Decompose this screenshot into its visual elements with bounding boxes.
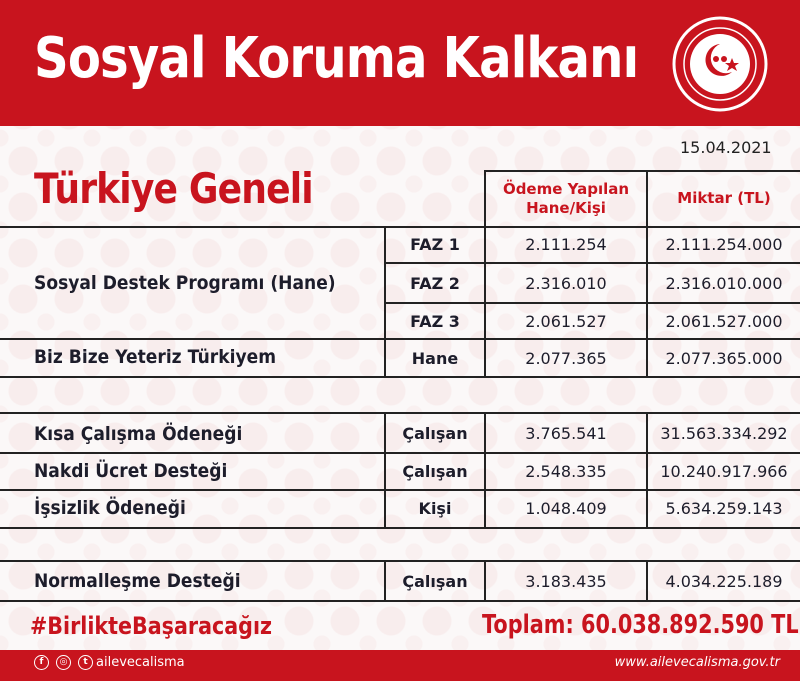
row-label-sosyal-destek: Sosyal Destek Programı (Hane) xyxy=(34,272,336,294)
table-cell-amount: 2.077.365.000 xyxy=(665,349,783,368)
table-cell-sub: Kişi xyxy=(418,499,452,518)
row-label-normallesme: Normalleşme Desteği xyxy=(34,570,241,592)
table-cell-amount: 2.061.527.000 xyxy=(665,312,783,331)
region-title: Türkiye Geneli xyxy=(34,164,313,213)
table-cell-sub: Çalışan xyxy=(402,462,468,481)
website-link[interactable]: www.ailevecalisma.gov.tr xyxy=(614,655,780,670)
table-cell-count: 3.765.541 xyxy=(525,424,607,443)
table-cell-count: 2.111.254 xyxy=(525,235,607,254)
table-cell-count: 2.548.335 xyxy=(525,462,607,481)
table-divider xyxy=(0,560,800,562)
ministry-seal-icon xyxy=(670,14,770,114)
column-header-count-line2: Hane/Kişi xyxy=(526,199,606,217)
table-cell-count: 2.316.010 xyxy=(525,274,607,293)
table-divider xyxy=(384,302,800,304)
table-divider xyxy=(0,527,800,529)
table-cell-amount: 10.240.917.966 xyxy=(660,462,788,481)
row-label-issizlik: İşsizlik Ödeneği xyxy=(34,497,186,519)
column-header-count-line1: Ödeme Yapılan xyxy=(502,180,630,198)
table-cell-sub: FAZ 1 xyxy=(410,235,460,254)
column-header-count xyxy=(486,180,646,218)
table-cell-sub: Çalışan xyxy=(402,424,468,443)
table-cell-amount: 5.634.259.143 xyxy=(665,499,783,518)
hashtag: #BirlikteBaşaracağız xyxy=(30,612,273,640)
total-amount: Toplam: 60.038.892.590 TL xyxy=(482,610,799,640)
row-label-kisa-calisma: Kısa Çalışma Ödeneği xyxy=(34,423,243,445)
facebook-icon[interactable]: f xyxy=(34,655,49,670)
table-divider xyxy=(0,338,800,340)
social-handle[interactable]: ailevecalisma xyxy=(96,655,185,670)
table-cell-count: 2.061.527 xyxy=(525,312,607,331)
table-divider xyxy=(0,452,800,454)
table-divider xyxy=(0,489,800,491)
table-cell-amount: 2.316.010.000 xyxy=(665,274,783,293)
twitter-icon[interactable]: t xyxy=(78,655,93,670)
table-cell-count: 2.077.365 xyxy=(525,349,607,368)
table-divider xyxy=(485,170,800,172)
table-cell-sub: Çalışan xyxy=(402,572,468,591)
table-divider xyxy=(0,376,800,378)
page-title: Sosyal Koruma Kalkanı xyxy=(34,26,639,91)
table-divider xyxy=(0,600,800,602)
table-cell-amount: 2.111.254.000 xyxy=(665,235,783,254)
table-divider xyxy=(0,412,800,414)
table-cell-count: 3.183.435 xyxy=(525,572,607,591)
table-cell-sub: FAZ 3 xyxy=(410,312,460,331)
instagram-icon[interactable]: ◎ xyxy=(56,655,71,670)
table-cell-amount: 31.563.334.292 xyxy=(660,424,788,443)
report-date: 15.04.2021 xyxy=(680,138,772,157)
row-label-biz-bize: Biz Bize Yeteriz Türkiyem xyxy=(34,346,277,368)
table-cell-sub: FAZ 2 xyxy=(410,274,460,293)
column-header-amount: Miktar (TL) xyxy=(677,189,771,207)
table-cell-count: 1.048.409 xyxy=(525,499,607,518)
table-cell-amount: 4.034.225.189 xyxy=(665,572,783,591)
row-label-nakdi-ucret: Nakdi Ücret Desteği xyxy=(34,460,228,482)
table-cell-sub: Hane xyxy=(411,349,459,368)
table-divider xyxy=(0,226,800,228)
table-divider xyxy=(384,262,800,264)
